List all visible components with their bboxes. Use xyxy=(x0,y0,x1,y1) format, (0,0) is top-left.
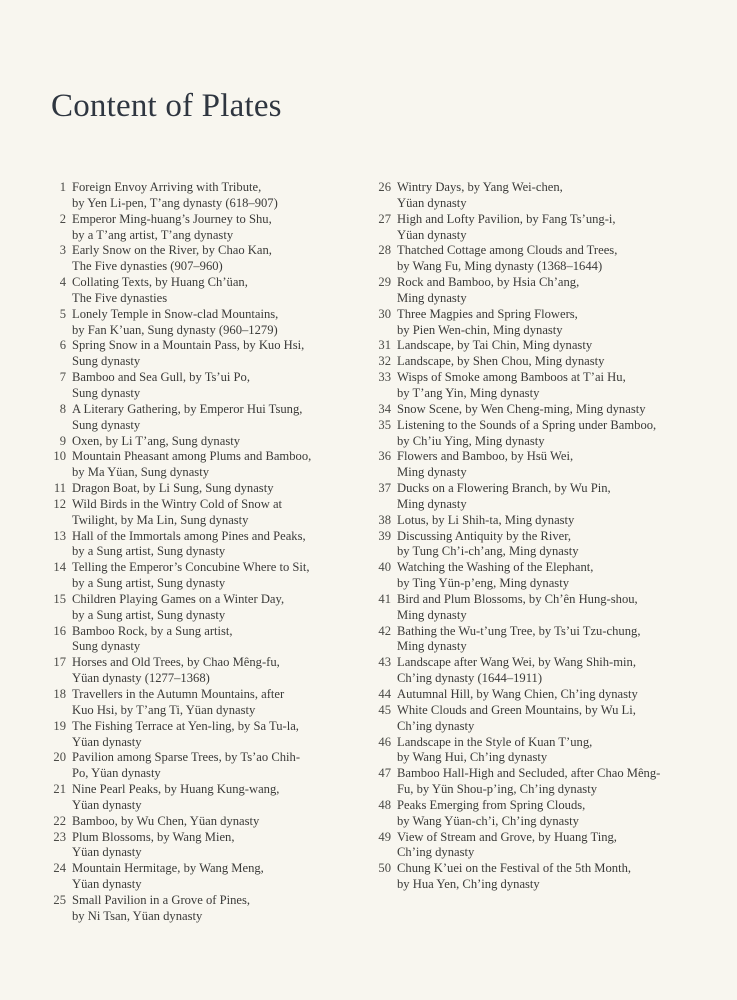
plate-caption-line: Emperor Ming-huang’s Journey to Shu, xyxy=(72,211,272,226)
plate-caption-line: by a T’ang artist, T’ang dynasty xyxy=(72,227,234,242)
plate-number: 22 xyxy=(53,813,66,828)
plate-number: 47 xyxy=(378,766,391,781)
plate-caption-line: Fu, by Yün Shou-p’ing, Ch’ing dynasty xyxy=(397,782,597,797)
plate-entry xyxy=(355,370,695,402)
plate-caption xyxy=(72,719,345,751)
plate-caption-line: Telling the Emperor’s Concubine Where to Sit, xyxy=(72,560,310,575)
plate-entry xyxy=(30,893,345,925)
plate-caption-line: The Five dynasties xyxy=(72,290,168,305)
plate-number: 7 xyxy=(59,370,66,385)
plate-caption xyxy=(72,434,345,450)
plate-caption xyxy=(72,687,345,719)
plate-number: 16 xyxy=(53,623,66,638)
plate-caption-line: Yüan dynasty xyxy=(397,227,467,242)
plate-caption-line: by Wang Hui, Ch’ing dynasty xyxy=(397,750,548,765)
plate-caption-line: Ch’ing dynasty xyxy=(397,718,475,733)
plate-caption-line: Foreign Envoy Arriving with Tribute, xyxy=(72,180,262,194)
plate-entry xyxy=(355,655,695,687)
plate-caption xyxy=(72,243,345,275)
plate-caption xyxy=(397,180,695,212)
plate-caption xyxy=(72,307,345,339)
plate-caption-line: by Hua Yen, Ch’ing dynasty xyxy=(397,877,540,892)
plate-entry xyxy=(30,861,345,893)
plate-caption xyxy=(72,338,345,370)
plate-number: 24 xyxy=(53,861,66,876)
plate-caption-line: Bamboo Rock, by a Sung artist, xyxy=(72,623,233,638)
plate-entry xyxy=(30,624,345,656)
plate-entry xyxy=(30,782,345,814)
plate-caption xyxy=(72,275,345,307)
plate-caption-line: Wild Birds in the Wintry Cold of Snow at xyxy=(72,496,283,511)
plate-caption xyxy=(72,624,345,656)
plate-number: 29 xyxy=(378,275,391,290)
plate-caption-line: Ming dynasty xyxy=(397,465,467,480)
plate-caption xyxy=(397,798,695,830)
plate-caption xyxy=(397,529,695,561)
plate-caption-line: Autumnal Hill, by Wang Chien, Ch’ing dynasty xyxy=(397,687,638,701)
plate-entry xyxy=(30,434,345,450)
plates-list-right xyxy=(355,180,695,893)
plate-entry xyxy=(30,814,345,830)
plate-entry xyxy=(30,592,345,624)
plate-caption-line: Discussing Antiquity by the River, xyxy=(397,528,572,543)
plate-number: 44 xyxy=(378,687,391,701)
plate-caption-line: Chung K’uei on the Festival of the 5th Month, xyxy=(397,861,632,876)
plate-number: 28 xyxy=(378,243,391,258)
plate-entry xyxy=(355,275,695,307)
plate-caption xyxy=(397,735,695,767)
plate-caption-line: Ch’ing dynasty (1644–1911) xyxy=(397,671,543,686)
plate-caption-line: Three Magpies and Spring Flowers, xyxy=(397,306,578,321)
plate-caption-line: Dragon Boat, by Li Sung, Sung dynasty xyxy=(72,481,274,496)
plate-entry xyxy=(30,481,345,497)
plate-caption-line: Ducks on a Flowering Branch, by Wu Pin, xyxy=(397,481,611,496)
plate-entry xyxy=(355,243,695,275)
plate-entry xyxy=(30,449,345,481)
plate-caption-line: Yüan dynasty xyxy=(72,797,142,812)
plate-caption-line: View of Stream and Grove, by Huang Ting, xyxy=(397,829,617,844)
plate-entry xyxy=(355,180,695,212)
plate-caption-line: Yüan dynasty (1277–1368) xyxy=(72,671,210,686)
plate-caption-line: Nine Pearl Peaks, by Huang Kung-wang, xyxy=(72,782,280,797)
plate-caption-line: Mountain Hermitage, by Wang Meng, xyxy=(72,861,264,876)
plate-number: 12 xyxy=(53,496,66,511)
plate-caption-line: Watching the Washing of the Elephant, xyxy=(397,560,594,575)
plate-entry xyxy=(355,212,695,244)
plate-entry xyxy=(30,750,345,782)
plate-caption-line: Sung dynasty xyxy=(72,354,141,369)
plate-caption xyxy=(397,243,695,275)
plate-entry xyxy=(355,798,695,830)
plate-caption-line: by Ch’iu Ying, Ming dynasty xyxy=(397,433,545,448)
plate-caption xyxy=(72,814,345,830)
plate-number: 40 xyxy=(378,560,391,575)
plate-caption xyxy=(72,893,345,925)
plate-caption xyxy=(397,307,695,339)
plate-caption xyxy=(72,592,345,624)
plate-caption-line: by Yen Li-pen, T’ang dynasty (618–907) xyxy=(72,195,278,210)
plate-caption xyxy=(397,338,695,354)
plate-caption xyxy=(397,861,695,893)
plate-caption-line: Landscape, by Tai Chin, Ming dynasty xyxy=(397,338,593,353)
plate-caption-line: Lotus, by Li Shih-ta, Ming dynasty xyxy=(397,512,575,527)
plate-caption-line: Hall of the Immortals among Pines and Peaks, xyxy=(72,528,306,543)
plate-entry xyxy=(355,735,695,767)
plate-caption xyxy=(72,830,345,862)
plate-entry xyxy=(30,687,345,719)
plate-entry xyxy=(30,529,345,561)
plates-list-left xyxy=(30,180,345,925)
plate-number: 15 xyxy=(53,591,66,606)
plate-entry xyxy=(355,481,695,513)
plate-caption-line: Bird and Plum Blossoms, by Ch’ên Hung-shou, xyxy=(397,591,638,606)
plate-caption-line: Bamboo and Sea Gull, by Ts’ui Po, xyxy=(72,370,250,385)
plate-number: 50 xyxy=(378,861,391,876)
plate-entry xyxy=(355,354,695,370)
plate-caption-line: by Ma Yüan, Sung dynasty xyxy=(72,465,210,480)
plate-entry xyxy=(355,861,695,893)
plate-entry xyxy=(355,766,695,798)
plate-caption xyxy=(397,354,695,370)
plate-caption-line: Sung dynasty xyxy=(72,385,141,400)
plate-caption xyxy=(72,497,345,529)
plate-caption-line: Landscape, by Shen Chou, Ming dynasty xyxy=(397,354,605,369)
plate-caption xyxy=(72,861,345,893)
plate-caption xyxy=(397,560,695,592)
plate-number: 30 xyxy=(378,306,391,321)
plate-caption xyxy=(72,180,345,212)
plate-caption xyxy=(397,592,695,624)
plate-entry xyxy=(355,529,695,561)
plate-caption-line: by a Sung artist, Sung dynasty xyxy=(72,576,226,591)
plate-number: 14 xyxy=(53,560,66,575)
plate-caption-line: Children Playing Games on a Winter Day, xyxy=(72,591,285,606)
plate-caption xyxy=(397,449,695,481)
plate-caption-line: Flowers and Bamboo, by Hsü Wei, xyxy=(397,449,574,464)
plate-caption xyxy=(397,830,695,862)
plate-caption-line: Oxen, by Li T’ang, Sung dynasty xyxy=(72,433,241,448)
page-title: Content of Plates xyxy=(51,88,282,125)
plate-caption-line: Yüan dynasty xyxy=(397,195,467,210)
plate-entry xyxy=(30,560,345,592)
plate-caption-line: Peaks Emerging from Spring Clouds, xyxy=(397,797,586,812)
plate-number: 3 xyxy=(59,243,66,258)
plate-entry xyxy=(30,307,345,339)
plate-caption-line: Bathing the Wu-t’ung Tree, by Ts’ui Tzu-chung, xyxy=(397,623,641,638)
plate-caption-line: Early Snow on the River, by Chao Kan, xyxy=(72,243,272,258)
plate-caption xyxy=(397,481,695,513)
plate-caption-line: Ch’ing dynasty xyxy=(397,845,475,860)
plate-entry xyxy=(355,560,695,592)
plate-caption-line: Ming dynasty xyxy=(397,607,467,622)
plate-caption-line: Bamboo, by Wu Chen, Yüan dynasty xyxy=(72,813,260,828)
plate-caption-line: Mountain Pheasant among Plums and Bamboo, xyxy=(72,449,312,464)
plate-entry xyxy=(355,703,695,735)
plate-caption-line: Plum Blossoms, by Wang Mien, xyxy=(72,829,235,844)
plate-caption-line: Kuo Hsi, by T’ang Ti, Yüan dynasty xyxy=(72,702,256,717)
plate-caption-line: The Five dynasties (907–960) xyxy=(72,259,223,274)
plate-caption-line: Ming dynasty xyxy=(397,496,467,511)
plate-number: 9 xyxy=(59,433,66,448)
plate-entry xyxy=(30,212,345,244)
plate-number: 34 xyxy=(378,401,391,416)
plate-caption-line: Yüan dynasty xyxy=(72,877,142,892)
plate-entry xyxy=(30,370,345,402)
plate-caption xyxy=(397,687,695,703)
plate-number: 4 xyxy=(59,275,66,290)
plate-entry xyxy=(30,719,345,751)
plate-entry xyxy=(30,338,345,370)
plate-number: 8 xyxy=(59,401,66,416)
plate-caption-line: Thatched Cottage among Clouds and Trees, xyxy=(397,243,618,258)
plate-caption-line: by Ni Tsan, Yüan dynasty xyxy=(72,908,203,923)
plate-entry xyxy=(355,624,695,656)
plate-caption-line: High and Lofty Pavilion, by Fang Ts’ung-i, xyxy=(397,211,616,226)
plate-caption-line: Pavilion among Sparse Trees, by Ts’ao Chih- xyxy=(72,750,301,765)
plate-caption-line: Spring Snow in a Mountain Pass, by Kuo Hsi, xyxy=(72,338,305,353)
plate-caption xyxy=(72,449,345,481)
plate-number: 38 xyxy=(378,512,391,527)
plate-number: 23 xyxy=(53,829,66,844)
plate-entry xyxy=(355,513,695,529)
plate-caption xyxy=(72,481,345,497)
plate-caption xyxy=(397,212,695,244)
plate-caption-line: by T’ang Yin, Ming dynasty xyxy=(397,385,540,400)
plate-number: 36 xyxy=(378,449,391,464)
plate-caption xyxy=(72,655,345,687)
plate-entry xyxy=(355,830,695,862)
plate-caption-line: by Ting Yün-p’eng, Ming dynasty xyxy=(397,576,570,591)
plate-number: 45 xyxy=(378,702,391,717)
plate-caption xyxy=(397,703,695,735)
plate-entry xyxy=(30,180,345,212)
plate-number: 49 xyxy=(378,829,391,844)
plate-caption-line: Sung dynasty xyxy=(72,417,141,432)
plate-caption xyxy=(72,782,345,814)
plate-caption-line: Travellers in the Autumn Mountains, after xyxy=(72,687,285,701)
plate-number: 11 xyxy=(53,481,66,496)
plate-caption-line: Collating Texts, by Huang Ch’üan, xyxy=(72,275,248,290)
plate-entry xyxy=(355,449,695,481)
plate-caption-line: Small Pavilion in a Grove of Pines, xyxy=(72,892,251,907)
plate-number: 18 xyxy=(53,687,66,701)
plate-caption-line: A Literary Gathering, by Emperor Hui Tsung, xyxy=(72,401,303,416)
plate-number: 32 xyxy=(378,354,391,369)
plate-number: 21 xyxy=(53,782,66,797)
plate-caption-line: by Tung Ch’i-ch’ang, Ming dynasty xyxy=(397,544,579,559)
plate-entry xyxy=(30,402,345,434)
plate-caption-line: Wintry Days, by Yang Wei-chen, xyxy=(397,180,563,194)
plate-caption-line: by Pien Wen-chin, Ming dynasty xyxy=(397,322,563,337)
plate-caption-line: Bamboo Hall-High and Secluded, after Chao Mêng- xyxy=(397,766,661,781)
plate-caption xyxy=(72,560,345,592)
plate-caption-line: Ming dynasty xyxy=(397,639,467,654)
plate-caption xyxy=(397,655,695,687)
plate-entry xyxy=(30,497,345,529)
plate-caption-line: Listening to the Sounds of a Spring under Bamboo, xyxy=(397,417,657,432)
plate-number: 13 xyxy=(53,528,66,543)
plate-entry xyxy=(355,687,695,703)
plate-caption-line: Lonely Temple in Snow-clad Mountains, xyxy=(72,306,279,321)
plate-number: 19 xyxy=(53,718,66,733)
plate-number: 27 xyxy=(378,211,391,226)
plate-entry xyxy=(355,338,695,354)
plate-entry xyxy=(30,243,345,275)
plate-entry xyxy=(30,275,345,307)
plate-entry xyxy=(30,830,345,862)
plate-caption-line: by Wang Yüan-ch’i, Ch’ing dynasty xyxy=(397,813,579,828)
plate-caption-line: by a Sung artist, Sung dynasty xyxy=(72,544,226,559)
plate-caption-line: Snow Scene, by Wen Cheng-ming, Ming dynasty xyxy=(397,401,646,416)
plate-caption-line: White Clouds and Green Mountains, by Wu Li, xyxy=(397,702,636,717)
plate-caption-line: Ming dynasty xyxy=(397,290,467,305)
plate-caption xyxy=(397,402,695,418)
plate-number: 41 xyxy=(378,591,391,606)
plate-caption-line: Yüan dynasty xyxy=(72,845,142,860)
plate-number: 31 xyxy=(378,338,391,353)
plate-caption-line: Sung dynasty xyxy=(72,639,141,654)
plate-number: 2 xyxy=(59,211,66,226)
plate-number: 39 xyxy=(378,528,391,543)
plate-number: 26 xyxy=(378,180,391,194)
plate-caption-line: Landscape after Wang Wei, by Wang Shih-min, xyxy=(397,655,636,670)
plate-caption-line: Rock and Bamboo, by Hsia Ch’ang, xyxy=(397,275,580,290)
plate-caption-line: The Fishing Terrace at Yen-ling, by Sa Tu-la, xyxy=(72,718,299,733)
plate-number: 6 xyxy=(59,338,66,353)
plate-caption-line: Twilight, by Ma Lin, Sung dynasty xyxy=(72,512,249,527)
plate-caption xyxy=(397,624,695,656)
plate-caption xyxy=(72,529,345,561)
plate-caption xyxy=(72,402,345,434)
plate-entry xyxy=(355,402,695,418)
plate-number: 43 xyxy=(378,655,391,670)
plate-caption xyxy=(397,766,695,798)
plate-caption-line: by Fan K’uan, Sung dynasty (960–1279) xyxy=(72,322,278,337)
plate-caption-line: Horses and Old Trees, by Chao Mêng-fu, xyxy=(72,655,280,670)
plate-number: 17 xyxy=(53,655,66,670)
plate-number: 37 xyxy=(378,481,391,496)
plate-entry xyxy=(30,655,345,687)
plate-caption-line: by Wang Fu, Ming dynasty (1368–1644) xyxy=(397,259,603,274)
plate-number: 20 xyxy=(53,750,66,765)
plate-caption-line: Po, Yüan dynasty xyxy=(72,766,161,781)
plate-number: 25 xyxy=(53,892,66,907)
plate-caption xyxy=(397,418,695,450)
plate-number: 35 xyxy=(378,417,391,432)
plate-number: 46 xyxy=(378,734,391,749)
plate-number: 5 xyxy=(59,306,66,321)
plate-caption-line: Landscape in the Style of Kuan T’ung, xyxy=(397,734,593,749)
plate-entry xyxy=(355,592,695,624)
plate-caption xyxy=(72,370,345,402)
plate-number: 33 xyxy=(378,370,391,385)
plate-caption xyxy=(397,275,695,307)
plate-entry xyxy=(355,307,695,339)
plate-caption-line: by a Sung artist, Sung dynasty xyxy=(72,607,226,622)
plate-number: 10 xyxy=(53,449,66,464)
plate-entry xyxy=(355,418,695,450)
plate-caption-line: Yüan dynasty xyxy=(72,734,142,749)
plate-caption xyxy=(72,750,345,782)
plate-caption xyxy=(397,370,695,402)
plate-number: 42 xyxy=(378,623,391,638)
plate-caption-line: Wisps of Smoke among Bamboos at T’ai Hu, xyxy=(397,370,626,385)
plate-number: 48 xyxy=(378,797,391,812)
plate-caption xyxy=(72,212,345,244)
plate-caption xyxy=(397,513,695,529)
plate-number: 1 xyxy=(59,180,66,194)
